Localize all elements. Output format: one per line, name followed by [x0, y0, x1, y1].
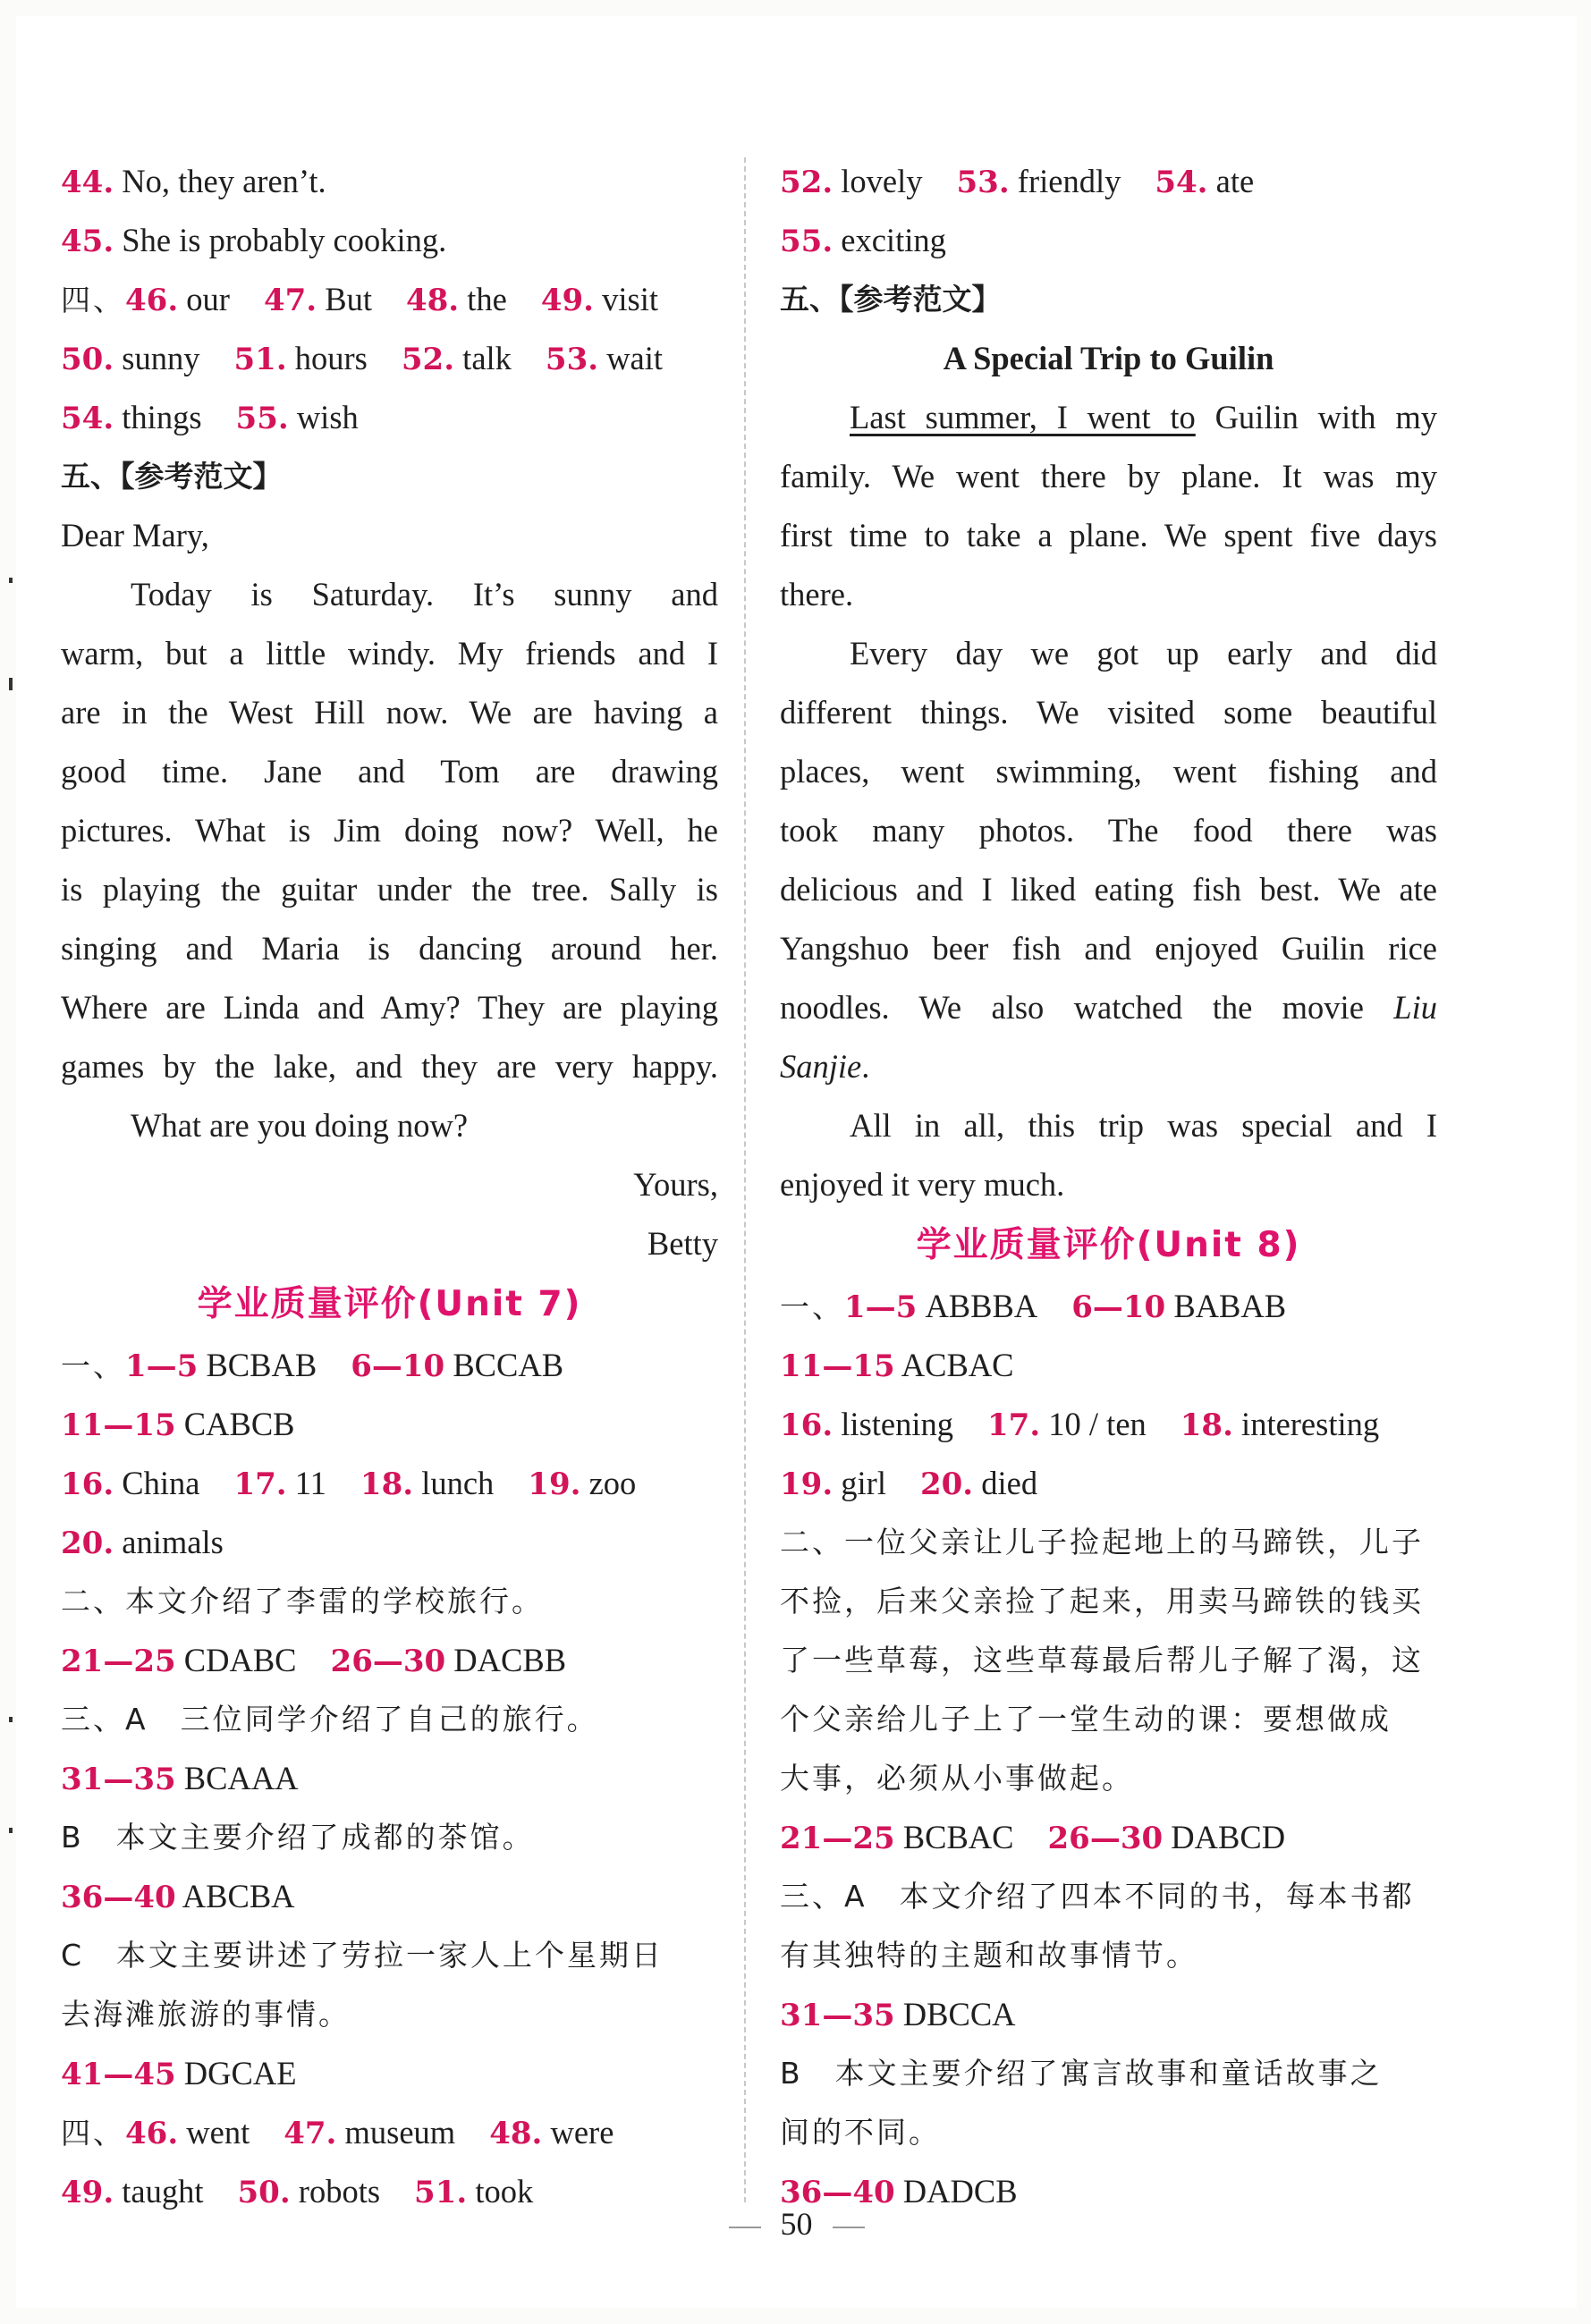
spacer	[833, 2227, 865, 2228]
item-number: 47.	[284, 2116, 337, 2151]
spacer	[729, 2227, 761, 2228]
page-footer	[16, 2205, 1577, 2243]
column-divider	[744, 157, 746, 2202]
answer-text: Last summer, I went to	[850, 399, 1196, 435]
answer-text: the	[467, 281, 507, 317]
letter-line: games by the lake, and they are very happy.	[61, 1048, 718, 1085]
answer-text: 四、	[61, 2116, 125, 2151]
item-number: 20.	[61, 1525, 114, 1561]
item-number: 46.	[125, 283, 179, 318]
item-number: 31—35	[780, 1998, 895, 2033]
answer-text: CABCB	[183, 1406, 295, 1442]
answer-text: Sanjie	[780, 1048, 862, 1085]
unit7-fill-row	[61, 1454, 718, 1513]
unit8-section-1	[780, 1277, 1437, 1336]
unit7-row	[61, 2044, 718, 2103]
answer-text: museum	[344, 2114, 456, 2151]
letter-line: are in the West Hill now. We are having a	[61, 694, 718, 731]
item-number: 36—40	[61, 1880, 176, 1915]
scan-mark	[9, 1717, 13, 1722]
unit7-section-3c: C 本文主要讲述了劳拉一家人上个星期日	[61, 1938, 664, 1973]
letter-closing: Yours,	[633, 1166, 718, 1203]
item-number: 52.	[401, 342, 455, 377]
unit7-row	[61, 1867, 718, 1926]
answer-text: girl	[841, 1465, 886, 1501]
answer-text: our	[186, 281, 230, 317]
item-number: 11—15	[780, 1348, 895, 1384]
item-number: 53.	[545, 342, 599, 377]
answer-text: wish	[296, 399, 359, 435]
answer-text: No, they aren’t.	[122, 163, 326, 199]
essay-line: places, went swimming, went fishing and	[780, 753, 1437, 790]
unit8-section-2: 大事，必须从小事做起。	[780, 1761, 1134, 1796]
unit8-row	[780, 1985, 1437, 2044]
essay-line	[780, 388, 1437, 447]
essay-line: there.	[780, 576, 854, 613]
unit-7-title: 学业质量评价(Unit 7)	[197, 1284, 582, 1324]
answer-row	[780, 211, 1437, 270]
unit7-row	[61, 1395, 718, 1454]
answer-text: 11	[294, 1465, 326, 1501]
answer-text: noodles. We also watched the movie	[780, 989, 1394, 1026]
answer-44	[61, 152, 718, 211]
page-number: 50	[780, 2206, 813, 2242]
unit7-section-3b: B 本文主要介绍了成都的茶馆。	[61, 1820, 535, 1855]
answer-text: BABAB	[1173, 1288, 1287, 1324]
item-number: 50.	[61, 342, 114, 377]
scan-mark	[9, 1828, 13, 1833]
answer-text: ate	[1215, 163, 1255, 199]
unit7-section-3a: 三、A 三位同学介绍了自己的旅行。	[61, 1702, 599, 1737]
answer-text: BCCAB	[453, 1347, 564, 1383]
item-number: 36—40	[780, 2175, 895, 2210]
answer-text: ABCBA	[182, 1878, 295, 1914]
unit8-row	[780, 1808, 1437, 1867]
scan-mark	[9, 678, 13, 690]
answer-text: BCBAC	[902, 1819, 1014, 1855]
answer-text: things	[122, 399, 202, 435]
letter-greeting: Dear Mary,	[61, 517, 209, 554]
item-number: 41—45	[61, 2057, 176, 2092]
item-number: 18.	[1180, 1407, 1233, 1443]
answer-text: China	[122, 1465, 200, 1501]
item-number: 16.	[61, 1466, 114, 1502]
unit8-section-2: 不捡，后来父亲捡了起来，用卖马蹄铁的钱买	[780, 1584, 1424, 1618]
section-4-row	[61, 270, 718, 329]
essay-line: enjoyed it very much.	[780, 1166, 1065, 1203]
letter-line: is playing the guitar under the tree. Sally is	[61, 871, 718, 908]
item-number: 47.	[263, 283, 317, 318]
answer-page	[16, 16, 1577, 2308]
letter-question: What are you doing now?	[131, 1107, 469, 1144]
answer-text: Liu	[1393, 989, 1437, 1026]
answer-text: animals	[122, 1524, 224, 1560]
unit8-fill-row	[780, 1454, 1437, 1513]
essay-title: A Special Trip to Guilin	[943, 340, 1274, 376]
essay-line: All in all, this trip was special and I	[850, 1107, 1437, 1144]
answer-text: hours	[294, 340, 368, 376]
unit8-section-3b: B 本文主要介绍了寓言故事和童话故事之	[780, 2056, 1383, 2091]
letter-line: Today is Saturday. It’s sunny and	[131, 576, 718, 613]
answer-text: wait	[606, 340, 664, 376]
item-number: 16.	[780, 1407, 834, 1443]
unit7-fill-row	[61, 1513, 718, 1572]
essay-line: Yangshuo beer fish and enjoyed Guilin rice	[780, 930, 1437, 967]
essay-line: first time to take a plane. We spent five days	[780, 517, 1437, 554]
item-number: 49.	[540, 283, 594, 318]
item-number: 6—10	[1071, 1289, 1166, 1325]
letter-line: warm, but a little windy. My friends and I	[61, 635, 718, 672]
item-number: 51.	[233, 342, 287, 377]
answer-text: died	[981, 1465, 1038, 1501]
unit8-row	[780, 1336, 1437, 1395]
answer-text: interesting	[1241, 1406, 1380, 1442]
answer-text: talk	[462, 340, 512, 376]
item-number: 48.	[489, 2116, 543, 2151]
essay-line	[780, 1037, 1437, 1096]
answer-text: sunny	[122, 340, 200, 376]
unit7-section-3c: 去海滩旅游的事情。	[61, 1997, 351, 2032]
answer-text: zoo	[588, 1465, 637, 1501]
item-number: 49.	[61, 2175, 114, 2210]
item-number: 55.	[780, 224, 834, 259]
right-column	[780, 152, 1437, 2221]
item-number: 17.	[987, 1407, 1041, 1443]
answer-text: ACBAC	[901, 1347, 1014, 1383]
item-number: 26—30	[1047, 1821, 1164, 1856]
item-number: 44.	[61, 165, 114, 200]
item-number: 46.	[125, 2116, 179, 2151]
unit-8-title: 学业质量评价(Unit 8)	[916, 1225, 1301, 1265]
item-number: 54.	[61, 401, 114, 436]
item-number: 20.	[919, 1466, 974, 1502]
item-number: 31—35	[61, 1762, 176, 1797]
unit8-section-2: 了一些草莓，这些草莓最后帮儿子解了渴，这	[780, 1643, 1424, 1678]
unit8-section-3a: 有其独特的主题和故事情节。	[780, 1938, 1198, 1973]
answer-text: visit	[602, 281, 659, 317]
item-number: 52.	[780, 165, 834, 200]
letter-line: pictures. What is Jim doing now? Well, he	[61, 812, 718, 849]
answer-text: DBCCA	[902, 1996, 1016, 2032]
letter-signature: Betty	[647, 1225, 718, 1262]
item-number: 19.	[528, 1466, 581, 1502]
letter-line: singing and Maria is dancing around her.	[61, 930, 718, 967]
section-4-row	[61, 388, 718, 447]
unit7-row	[61, 1749, 718, 1808]
essay-line: family. We went there by plane. It was my	[780, 458, 1437, 494]
item-number: 1—5	[844, 1289, 918, 1325]
essay-line: delicious and I liked eating fish best. We ate	[780, 871, 1437, 908]
answer-text: DGCAE	[183, 2055, 297, 2092]
unit7-row	[61, 1631, 718, 1690]
item-number: 48.	[405, 283, 460, 318]
item-number: 26—30	[330, 1644, 446, 1679]
item-number: 21—25	[780, 1821, 895, 1856]
answer-text: BCBAB	[206, 1347, 317, 1383]
unit7-section-1	[61, 1336, 718, 1395]
item-number: 18.	[360, 1466, 414, 1502]
item-number: 51.	[414, 2175, 468, 2210]
answer-text: 一、	[780, 1289, 844, 1324]
answer-text: DADCB	[902, 2173, 1018, 2210]
unit8-section-3b: 间的不同。	[780, 2115, 941, 2150]
answer-row	[780, 152, 1437, 211]
answer-text: .	[861, 1048, 870, 1085]
unit8-section-2: 二、一位父亲让儿子捡起地上的马蹄铁，儿子	[780, 1525, 1424, 1559]
answer-text: ABBBA	[925, 1288, 1038, 1324]
unit8-fill-row	[780, 1395, 1437, 1454]
item-number: 53.	[956, 165, 1010, 200]
answer-text: 10 / ten	[1048, 1406, 1147, 1442]
answer-text: BCAAA	[183, 1760, 299, 1796]
essay-line: different things. We visited some beautiful	[780, 694, 1437, 731]
item-number: 11—15	[61, 1407, 176, 1443]
essay-line	[780, 978, 1437, 1037]
item-number: 17.	[233, 1466, 287, 1502]
left-column	[61, 152, 718, 2221]
item-number: 54.	[1155, 165, 1208, 200]
unit8-section-2: 个父亲给儿子上了一堂生动的课：要想做成	[780, 1702, 1392, 1737]
unit7-section-4	[61, 2103, 718, 2162]
item-number: 45.	[61, 224, 114, 259]
item-number: 21—25	[61, 1644, 176, 1679]
item-number: 19.	[780, 1466, 834, 1502]
answer-text: lovely	[841, 163, 923, 199]
item-number: 55.	[235, 401, 289, 436]
answer-text: were	[550, 2114, 614, 2151]
item-number: 1—5	[125, 1348, 199, 1384]
answer-text: She is probably cooking.	[122, 222, 447, 258]
answer-text: listening	[841, 1406, 953, 1442]
answer-text: Guilin with my	[1195, 399, 1437, 435]
unit8-section-3a: 三、A 本文介绍了四本不同的书，每本书都	[780, 1879, 1415, 1914]
answer-text: DABCD	[1171, 1819, 1286, 1855]
section-5-heading: 五、【参考范文】	[780, 282, 1002, 317]
item-number: 6—10	[351, 1348, 445, 1384]
answer-text: 四、	[61, 283, 125, 317]
essay-line: took many photos. The food there was	[780, 812, 1437, 849]
answer-text: friendly	[1017, 163, 1121, 199]
unit7-section-2: 二、本文介绍了李雷的学校旅行。	[61, 1584, 544, 1618]
scan-mark	[9, 578, 13, 583]
letter-line: good time. Jane and Tom are drawing	[61, 753, 718, 790]
answer-text: took	[475, 2173, 534, 2210]
answer-text: exciting	[841, 222, 946, 258]
essay-line: Every day we got up early and did	[850, 635, 1437, 672]
answer-text: But	[325, 281, 372, 317]
answer-text: DACBB	[453, 1642, 567, 1678]
answer-45	[61, 211, 718, 270]
answer-text: CDABC	[183, 1642, 297, 1678]
letter-line: Where are Linda and Amy? They are playing	[61, 989, 718, 1026]
item-number: 50.	[237, 2175, 291, 2210]
answer-text: went	[186, 2114, 250, 2151]
answer-text: 一、	[61, 1348, 125, 1383]
answer-text: robots	[298, 2173, 381, 2210]
answer-text: taught	[122, 2173, 204, 2210]
section-4-row	[61, 329, 718, 388]
section-5-heading: 五、【参考范文】	[61, 459, 283, 494]
answer-text: lunch	[421, 1465, 495, 1501]
